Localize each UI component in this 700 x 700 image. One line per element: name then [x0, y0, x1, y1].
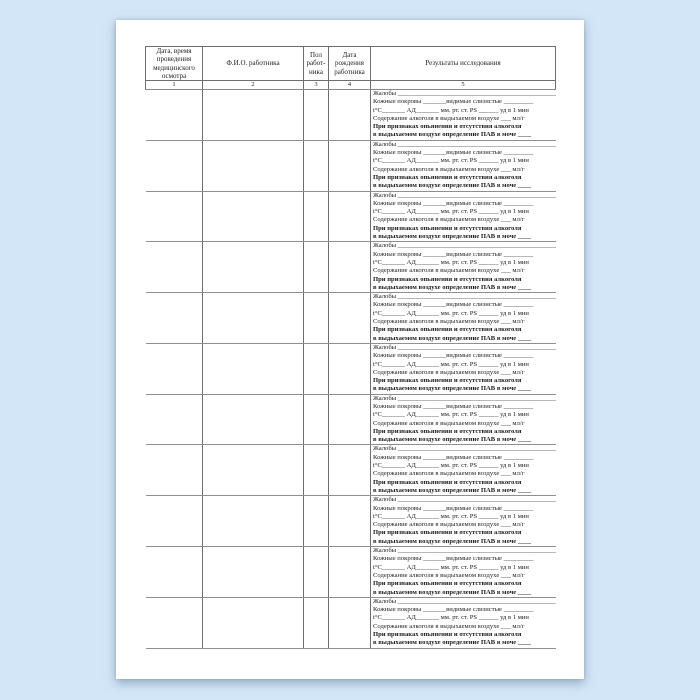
exam-datetime-cell [146, 597, 203, 648]
result-line: При признаках опьянения и отсутствия алкоголя [373, 224, 522, 232]
result-line: При признаках опьянения и отсутствия алкоголя [373, 275, 522, 283]
results-cell [371, 547, 556, 598]
result-line: в выдыхаемом воздухе определение ПАВ в моче ____ [373, 436, 532, 444]
result-line: t°C_______ АД_______ мм. рт. ст. PS ______ уд в 1 мин [373, 462, 529, 470]
worker-name-cell [203, 445, 304, 496]
worker-birthdate-cell [329, 140, 371, 191]
table-row [146, 445, 556, 496]
worker-birthdate-cell [329, 496, 371, 547]
result-line: При признаках опьянения и отсутствия алкоголя [373, 123, 522, 131]
result-line: Содержание алкоголя в выдыхаемом воздухе ___ мл/г [373, 165, 525, 173]
col-header-exam-datetime: Дата, время проведения медицинского осмотра [146, 47, 203, 81]
results-cell [371, 343, 556, 394]
result-line: в выдыхаемом воздухе определение ПАВ в моче ____ [373, 182, 532, 190]
exam-datetime-cell [146, 293, 203, 344]
result-line: При признаках опьянения и отсутствия алкоголя [373, 580, 522, 588]
worker-birthdate-cell [329, 293, 371, 344]
result-line: t°C_______ АД_______ мм. рт. ст. PS ______ уд в 1 мин [373, 157, 529, 165]
table-row [146, 293, 556, 344]
col-number: 2 [203, 81, 304, 90]
result-line: Жалобы ________________________________________________ [373, 140, 556, 148]
exam-datetime-cell [146, 496, 203, 547]
results-cell [371, 140, 556, 191]
col-header-results: Результаты исследования [371, 47, 556, 81]
result-line: Кожные покровы _______видимые слизистые _________ [373, 149, 534, 157]
results-cell [371, 90, 556, 141]
result-line: в выдыхаемом воздухе определение ПАВ в моче ____ [373, 233, 532, 241]
col-header-worker-birthdate: Дата рождения работника [329, 47, 371, 81]
results-cell [371, 293, 556, 344]
result-line: Жалобы ________________________________________________ [373, 547, 556, 555]
results-cell [371, 242, 556, 293]
result-line: t°C_______ АД_______ мм. рт. ст. PS ______ уд в 1 мин [373, 411, 529, 419]
exam-datetime-cell [146, 547, 203, 598]
worker-name-cell [203, 191, 304, 242]
worker-birthdate-cell [329, 597, 371, 648]
result-line: Кожные покровы _______видимые слизистые _________ [373, 606, 534, 614]
worker-birthdate-cell [329, 547, 371, 598]
result-line: Содержание алкоголя в выдыхаемом воздухе ___ мл/г [373, 216, 525, 224]
medical-exam-journal-table [145, 46, 556, 649]
result-line: Жалобы ________________________________________________ [373, 394, 556, 402]
col-header-worker-name: Ф.И.О. работника [203, 47, 304, 81]
worker-sex-cell [304, 496, 329, 547]
table-row [146, 140, 556, 191]
table-row [146, 242, 556, 293]
col-number: 3 [304, 81, 329, 90]
result-line: t°C_______ АД_______ мм. рт. ст. PS ______ уд в 1 мин [373, 258, 529, 266]
result-line: Жалобы ________________________________________________ [373, 597, 556, 605]
worker-name-cell [203, 496, 304, 547]
worker-sex-cell [304, 597, 329, 648]
result-line: При признаках опьянения и отсутствия алкоголя [373, 478, 522, 486]
result-line: в выдыхаемом воздухе определение ПАВ в моче ____ [373, 385, 532, 393]
worker-sex-cell [304, 547, 329, 598]
worker-sex-cell [304, 445, 329, 496]
worker-sex-cell [304, 191, 329, 242]
col-number: 1 [146, 81, 203, 90]
result-line: Жалобы ________________________________________________ [373, 496, 556, 504]
result-line: При признаках опьянения и отсутствия алкоголя [373, 631, 522, 638]
result-line: t°C_______ АД_______ мм. рт. ст. PS ______ уд в 1 мин [373, 563, 529, 571]
table-row [146, 496, 556, 547]
table-row [146, 547, 556, 598]
document-sheet [116, 20, 584, 679]
worker-name-cell [203, 242, 304, 293]
result-line: Кожные покровы _______видимые слизистые _________ [373, 352, 534, 360]
worker-sex-cell [304, 343, 329, 394]
result-line: Содержание алкоголя в выдыхаемом воздухе ___ мл/г [373, 267, 525, 275]
result-line: Жалобы ________________________________________________ [373, 242, 556, 250]
exam-datetime-cell [146, 394, 203, 445]
result-line: Жалобы ________________________________________________ [373, 445, 556, 453]
table-header [146, 47, 556, 90]
result-line: t°C_______ АД_______ мм. рт. ст. PS ______ уд в 1 мин [373, 208, 529, 216]
worker-birthdate-cell [329, 242, 371, 293]
result-line: в выдыхаемом воздухе определение ПАВ в моче ____ [373, 588, 532, 596]
worker-name-cell [203, 597, 304, 648]
worker-name-cell [203, 90, 304, 141]
result-line: Кожные покровы _______видимые слизистые _________ [373, 453, 534, 461]
worker-sex-cell [304, 242, 329, 293]
results-cell [371, 445, 556, 496]
worker-birthdate-cell [329, 394, 371, 445]
result-line: Кожные покровы _______видимые слизистые _________ [373, 504, 534, 512]
result-line: Содержание алкоголя в выдыхаемом воздухе ___ мл/г [373, 622, 525, 630]
col-header-worker-sex: Пол работ-ника [304, 47, 329, 81]
worker-sex-cell [304, 90, 329, 141]
worker-name-cell [203, 343, 304, 394]
result-line: t°C_______ АД_______ мм. рт. ст. PS ______ уд в 1 мин [373, 106, 529, 114]
result-line: Кожные покровы _______видимые слизистые _________ [373, 199, 534, 207]
exam-datetime-cell [146, 242, 203, 293]
result-line: При признаках опьянения и отсутствия алкоголя [373, 427, 522, 435]
results-cell [371, 394, 556, 445]
table-row [146, 191, 556, 242]
examination-rows [146, 90, 556, 649]
result-line: Кожные покровы _______видимые слизистые _________ [373, 301, 534, 309]
exam-datetime-cell [146, 343, 203, 394]
result-line: При признаках опьянения и отсутствия алкоголя [373, 173, 522, 181]
table-row [146, 90, 556, 141]
result-line: Жалобы ________________________________________________ [373, 90, 556, 97]
result-line: Жалобы ________________________________________________ [373, 293, 556, 301]
column-number-row [146, 81, 556, 90]
col-number: 4 [329, 81, 371, 90]
result-line: в выдыхаемом воздухе определение ПАВ в моче ____ [373, 486, 532, 494]
result-line: в выдыхаемом воздухе определение ПАВ в моче ____ [373, 334, 532, 342]
result-line: Содержание алкоголя в выдыхаемом воздухе ___ мл/г [373, 114, 525, 122]
result-line: Кожные покровы _______видимые слизистые _________ [373, 98, 534, 106]
result-line: в выдыхаемом воздухе определение ПАВ в моче ____ [373, 131, 532, 139]
result-line: в выдыхаемом воздухе определение ПАВ в моче ____ [373, 639, 532, 647]
table-row [146, 343, 556, 394]
result-line: Содержание алкоголя в выдыхаемом воздухе ___ мл/г [373, 470, 525, 478]
results-cell [371, 496, 556, 547]
result-line: t°C_______ АД_______ мм. рт. ст. PS ______ уд в 1 мин [373, 614, 529, 622]
table-row [146, 597, 556, 648]
results-cell [371, 597, 556, 648]
table-row [146, 394, 556, 445]
results-cell [371, 191, 556, 242]
result-line: При признаках опьянения и отсутствия алкоголя [373, 326, 522, 334]
worker-birthdate-cell [329, 90, 371, 141]
result-line: Содержание алкоголя в выдыхаемом воздухе ___ мл/г [373, 368, 525, 376]
worker-name-cell [203, 547, 304, 598]
result-line: Кожные покровы _______видимые слизистые _________ [373, 402, 534, 410]
result-line: При признаках опьянения и отсутствия алкоголя [373, 377, 522, 385]
result-line: Содержание алкоголя в выдыхаемом воздухе ___ мл/г [373, 419, 525, 427]
result-line: t°C_______ АД_______ мм. рт. ст. PS ______ уд в 1 мин [373, 360, 529, 368]
result-line: Жалобы ________________________________________________ [373, 191, 556, 199]
result-line: в выдыхаемом воздухе определение ПАВ в моче ____ [373, 283, 532, 291]
exam-datetime-cell [146, 140, 203, 191]
header-row [146, 47, 556, 81]
result-line: t°C_______ АД_______ мм. рт. ст. PS ______ уд в 1 мин [373, 512, 529, 520]
exam-datetime-cell [146, 191, 203, 242]
worker-name-cell [203, 293, 304, 344]
col-number: 5 [371, 81, 556, 90]
exam-datetime-cell [146, 90, 203, 141]
result-line: Кожные покровы _______видимые слизистые _________ [373, 250, 534, 258]
worker-birthdate-cell [329, 445, 371, 496]
result-line: Содержание алкоголя в выдыхаемом воздухе ___ мл/г [373, 521, 525, 529]
result-line: При признаках опьянения и отсутствия алкоголя [373, 529, 522, 537]
result-line: в выдыхаемом воздухе определение ПАВ в моче ____ [373, 537, 532, 545]
worker-name-cell [203, 140, 304, 191]
result-line: t°C_______ АД_______ мм. рт. ст. PS ______ уд в 1 мин [373, 309, 529, 317]
result-line: Жалобы ________________________________________________ [373, 343, 556, 351]
result-line: Содержание алкоголя в выдыхаемом воздухе ___ мл/г [373, 318, 525, 326]
worker-birthdate-cell [329, 343, 371, 394]
worker-name-cell [203, 394, 304, 445]
result-line: Содержание алкоголя в выдыхаемом воздухе ___ мл/г [373, 571, 525, 579]
worker-sex-cell [304, 394, 329, 445]
worker-sex-cell [304, 293, 329, 344]
worker-sex-cell [304, 140, 329, 191]
result-line: Кожные покровы _______видимые слизистые _________ [373, 555, 534, 563]
exam-datetime-cell [146, 445, 203, 496]
worker-birthdate-cell [329, 191, 371, 242]
